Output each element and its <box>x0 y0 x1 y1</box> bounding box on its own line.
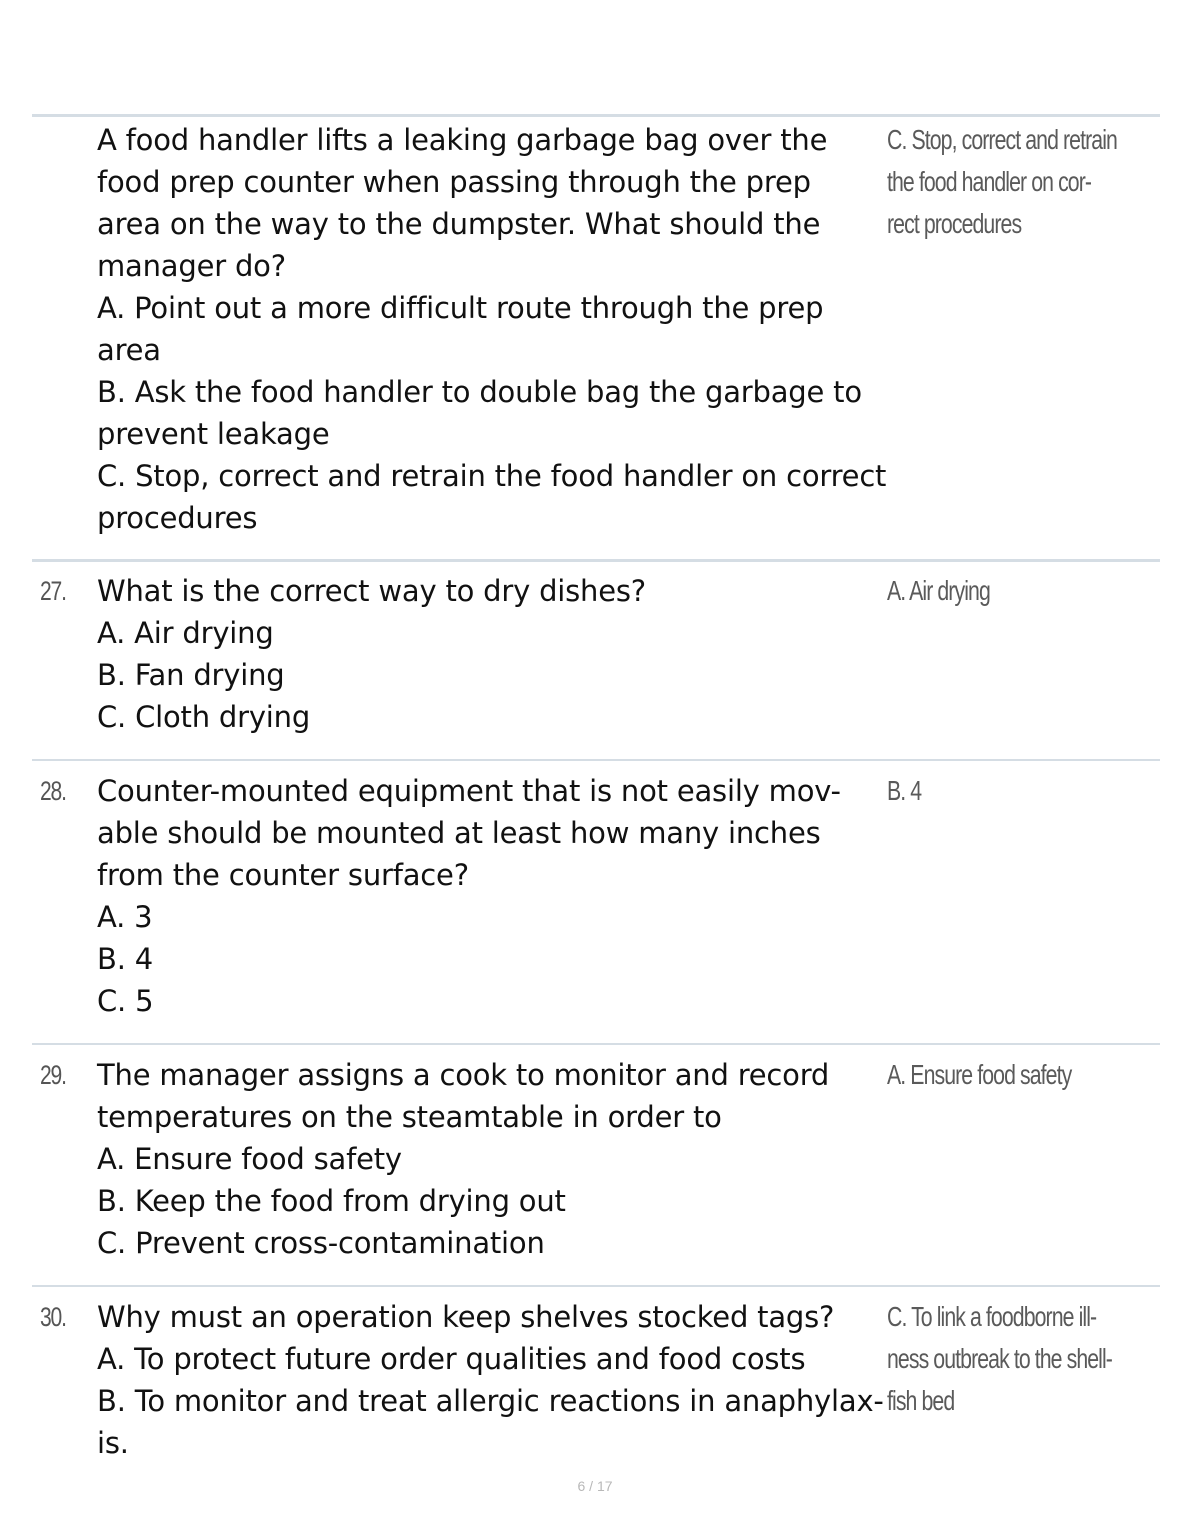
question-row-30 <box>32 1285 1160 1475</box>
question-line: Counter-mounted equipment that is not easily mov- <box>97 774 841 808</box>
answer-text <box>887 119 1145 245</box>
question-text <box>97 570 887 738</box>
answer-line: C. Stop, correct and retrain <box>887 124 1117 155</box>
question-line: A. To protect future order qualities and food costs <box>97 1342 806 1376</box>
page-indicator: 6 / 17 <box>577 1478 613 1494</box>
question-line: C. Stop, correct and retrain the food handler on correct <box>97 459 887 493</box>
answer-line: the food handler on cor- <box>887 166 1092 197</box>
answer-text <box>887 1054 1145 1096</box>
question-line: C. Prevent cross-contamination <box>97 1226 545 1260</box>
question-line: food prep counter when passing through the prep <box>97 165 811 199</box>
question-line: is. <box>97 1426 129 1460</box>
question-line: B. 4 <box>97 942 153 976</box>
answer-text <box>887 770 1145 812</box>
answer-text <box>887 1296 1145 1422</box>
question-line: A food handler lifts a leaking garbage bag over the <box>97 123 828 157</box>
answer-line: ness outbreak to the shell- <box>887 1343 1112 1374</box>
question-line: The manager assigns a cook to monitor and record <box>97 1058 830 1092</box>
question-line: from the counter surface? <box>97 858 469 892</box>
answer-line: rect procedures <box>887 208 1022 239</box>
question-number: 30. <box>40 1302 66 1332</box>
question-text <box>97 119 887 539</box>
question-number: 27. <box>40 576 66 606</box>
question-row-continued <box>32 114 1160 559</box>
question-line: Why must an operation keep shelves stocked tags? <box>97 1300 835 1334</box>
question-line: What is the correct way to dry dishes? <box>97 574 646 608</box>
answer-line: C. To link a foodborne ill- <box>887 1301 1097 1332</box>
question-line: A. Ensure food safety <box>97 1142 402 1176</box>
question-line: A. Point out a more difficult route through the prep <box>97 291 824 325</box>
answer-line: fish bed <box>887 1385 955 1416</box>
question-line: able should be mounted at least how many inches <box>97 816 821 850</box>
flashcard-sheet <box>32 114 1160 1475</box>
question-number: 28. <box>40 776 66 806</box>
answer-line: A. Ensure food safety <box>887 1059 1072 1090</box>
question-line: prevent leakage <box>97 417 330 451</box>
question-text <box>97 770 887 1022</box>
question-row-27 <box>32 559 1160 759</box>
question-row-28 <box>32 759 1160 1043</box>
question-text <box>97 1296 887 1464</box>
question-number: 29. <box>40 1060 66 1090</box>
question-line: B. Ask the food handler to double bag the garbage to <box>97 375 862 409</box>
question-line: B. To monitor and treat allergic reactions in anaphylax- <box>97 1384 884 1418</box>
question-line: A. 3 <box>97 900 153 934</box>
question-row-29 <box>32 1043 1160 1285</box>
question-line: area <box>97 333 161 367</box>
question-line: C. Cloth drying <box>97 700 311 734</box>
answer-line: A. Air drying <box>887 575 990 606</box>
question-line: B. Keep the food from drying out <box>97 1184 566 1218</box>
answer-text <box>887 570 1145 612</box>
question-line: area on the way to the dumpster. What should the <box>97 207 821 241</box>
question-line: A. Air drying <box>97 616 274 650</box>
question-text <box>97 1054 887 1264</box>
question-line: manager do? <box>97 249 286 283</box>
answer-line: B. 4 <box>887 775 922 806</box>
question-line: B. Fan drying <box>97 658 285 692</box>
question-line: C. 5 <box>97 984 154 1018</box>
question-line: procedures <box>97 501 258 535</box>
question-line: temperatures on the steamtable in order to <box>97 1100 722 1134</box>
